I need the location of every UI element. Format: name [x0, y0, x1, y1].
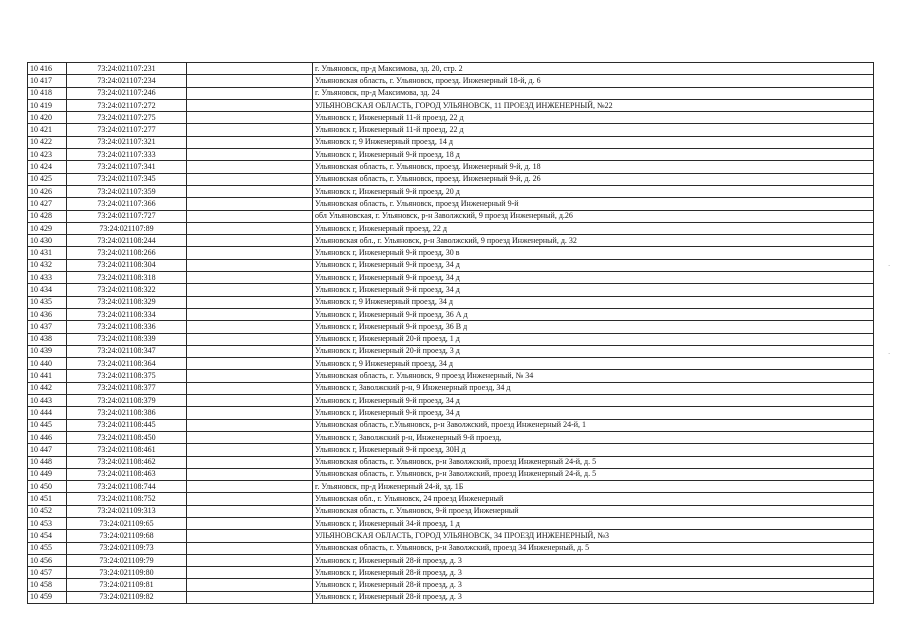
cadastral-number-cell: 73:24:021107:231	[67, 63, 187, 75]
cadastral-number-cell: 73:24:021107:275	[67, 112, 187, 124]
row-number-cell: 10 425	[28, 173, 67, 185]
address-cell: Ульяновск г, 9 Инженерный проезд, 14 д	[313, 136, 874, 148]
empty-cell	[187, 235, 313, 247]
table-row	[28, 530, 874, 542]
address-cell: Ульяновск г, 9 Инженерный проезд, 34 д	[313, 296, 874, 308]
empty-cell	[187, 493, 313, 505]
cadastral-number-cell: 73:24:021107:246	[67, 87, 187, 99]
table-row	[28, 235, 874, 247]
cadastral-number-cell: 73:24:021108:462	[67, 456, 187, 468]
address-cell: Ульяновск г, Инженерный 34-й проезд, 1 д	[313, 517, 874, 529]
address-cell: Ульяновск г, Инженерный 9-й проезд, 30Н д	[313, 444, 874, 456]
table-row	[28, 505, 874, 517]
cadastral-number-cell: 73:24:021108:339	[67, 333, 187, 345]
table-row	[28, 468, 874, 480]
cadastral-number-cell: 73:24:021107:89	[67, 222, 187, 234]
address-cell: Ульяновская обл., г. Ульяновск, 24 проезд Инженерный	[313, 493, 874, 505]
empty-cell	[187, 444, 313, 456]
table-row	[28, 395, 874, 407]
row-number-cell: 10 423	[28, 149, 67, 161]
address-cell: УЛЬЯНОВСКАЯ ОБЛАСТЬ, ГОРОД УЛЬЯНОВСК, 34 ПРОЕЗД ИНЖЕНЕРНЫЙ, №3	[313, 530, 874, 542]
empty-cell	[187, 345, 313, 357]
empty-cell	[187, 75, 313, 87]
empty-cell	[187, 567, 313, 579]
cadastral-number-cell: 73:24:021108:318	[67, 272, 187, 284]
table-row	[28, 63, 874, 75]
table-row	[28, 407, 874, 419]
address-cell: Ульяновск г, Инженерный 9-й проезд, 36 А д	[313, 308, 874, 320]
address-cell: Ульяновская область, г. Ульяновск, 9-й проезд Инженерный	[313, 505, 874, 517]
empty-cell	[187, 308, 313, 320]
row-number-cell: 10 440	[28, 358, 67, 370]
address-cell: Ульяновск г, Инженерный 28-й проезд, д. 3	[313, 567, 874, 579]
row-number-cell: 10 428	[28, 210, 67, 222]
registry-table-body	[28, 63, 874, 604]
address-cell: г. Ульяновск, пр-д Инженерный 24-й, зд. 1Б	[313, 481, 874, 493]
table-row	[28, 333, 874, 345]
table-row	[28, 542, 874, 554]
empty-cell	[187, 161, 313, 173]
empty-cell	[187, 395, 313, 407]
address-cell: г. Ульяновск, пр-д Максимова, зд. 20, стр. 2	[313, 63, 874, 75]
address-cell: Ульяновск г, Инженерный 20-й проезд, 1 д	[313, 333, 874, 345]
row-number-cell: 10 454	[28, 530, 67, 542]
address-cell: Ульяновск г, Инженерный 9-й проезд, 30 в	[313, 247, 874, 259]
empty-cell	[187, 505, 313, 517]
row-number-cell: 10 451	[28, 493, 67, 505]
row-number-cell: 10 442	[28, 382, 67, 394]
cadastral-number-cell: 73:24:021109:65	[67, 517, 187, 529]
table-row	[28, 517, 874, 529]
row-number-cell: 10 432	[28, 259, 67, 271]
cadastral-number-cell: 73:24:021108:334	[67, 308, 187, 320]
cadastral-number-cell: 73:24:021108:744	[67, 481, 187, 493]
address-cell: г. Ульяновск, пр-д Максимова, зд. 24	[313, 87, 874, 99]
table-row	[28, 567, 874, 579]
row-number-cell: 10 452	[28, 505, 67, 517]
cadastral-number-cell: 73:24:021108:379	[67, 395, 187, 407]
row-number-cell: 10 431	[28, 247, 67, 259]
table-row	[28, 444, 874, 456]
row-number-cell: 10 457	[28, 567, 67, 579]
empty-cell	[187, 247, 313, 259]
row-number-cell: 10 430	[28, 235, 67, 247]
row-number-cell: 10 420	[28, 112, 67, 124]
empty-cell	[187, 407, 313, 419]
address-cell: Ульяновская область, г. Ульяновск, р-н Заволжский, проезд Инженерный 24-й, д. 5	[313, 456, 874, 468]
address-cell: обл Ульяновская, г. Ульяновск, р-н Заволжский, 9 проезд Инженерный, д.26	[313, 210, 874, 222]
cadastral-number-cell: 73:24:021108:450	[67, 431, 187, 443]
empty-cell	[187, 456, 313, 468]
address-cell: Ульяновск г, Инженерный 9-й проезд, 20 д	[313, 185, 874, 197]
row-number-cell: 10 437	[28, 321, 67, 333]
address-cell: Ульяновская область, г. Ульяновск, проезд. Инженерный 9-й, д. 18	[313, 161, 874, 173]
row-number-cell: 10 427	[28, 198, 67, 210]
row-number-cell: 10 446	[28, 431, 67, 443]
table-row	[28, 99, 874, 111]
empty-cell	[187, 87, 313, 99]
row-number-cell: 10 439	[28, 345, 67, 357]
cadastral-number-cell: 73:24:021107:727	[67, 210, 187, 222]
table-row	[28, 198, 874, 210]
cadastral-number-cell: 73:24:021108:364	[67, 358, 187, 370]
empty-cell	[187, 554, 313, 566]
row-number-cell: 10 438	[28, 333, 67, 345]
address-cell: Ульяновск г, Заволжский р-н, 9 Инженерный проезд, 34 д	[313, 382, 874, 394]
address-cell: Ульяновская область, г. Ульяновск, 9 проезд Инженерный, № 34	[313, 370, 874, 382]
table-row	[28, 124, 874, 136]
empty-cell	[187, 185, 313, 197]
address-cell: Ульяновская обл., г. Ульяновск, р-н Заволжский, 9 проезд Инженерный, д. 32	[313, 235, 874, 247]
address-cell: Ульяновск г, Инженерный 11-й проезд, 22 д	[313, 112, 874, 124]
cadastral-number-cell: 73:24:021107:345	[67, 173, 187, 185]
row-number-cell: 10 441	[28, 370, 67, 382]
address-cell: Ульяновская область, г. Ульяновск, р-н Заволжский, проезд 34 Инженерный, д. 5	[313, 542, 874, 554]
address-cell: Ульяновск г, Инженерный 9-й проезд, 34 д	[313, 395, 874, 407]
cadastral-number-cell: 73:24:021108:445	[67, 419, 187, 431]
row-number-cell: 10 453	[28, 517, 67, 529]
address-cell: Ульяновская область, г. Ульяновск, р-н Заволжский, проезд Инженерный 24-й, д. 5	[313, 468, 874, 480]
empty-cell	[187, 530, 313, 542]
row-number-cell: 10 436	[28, 308, 67, 320]
cadastral-number-cell: 73:24:021107:366	[67, 198, 187, 210]
table-row	[28, 431, 874, 443]
cadastral-number-cell: 73:24:021108:244	[67, 235, 187, 247]
row-number-cell: 10 417	[28, 75, 67, 87]
row-number-cell: 10 419	[28, 99, 67, 111]
row-number-cell: 10 449	[28, 468, 67, 480]
address-cell: Ульяновск г, Инженерный 9-й проезд, 18 д	[313, 149, 874, 161]
table-row	[28, 222, 874, 234]
empty-cell	[187, 333, 313, 345]
table-row	[28, 481, 874, 493]
row-number-cell: 10 448	[28, 456, 67, 468]
cadastral-number-cell: 73:24:021107:359	[67, 185, 187, 197]
table-row	[28, 370, 874, 382]
address-cell: Ульяновск г, Инженерный 9-й проезд, 36 В д	[313, 321, 874, 333]
address-cell: Ульяновская область, г.Ульяновск, р-н Заволжский, проезд Инженерный 24-й, 1	[313, 419, 874, 431]
cadastral-number-cell: 73:24:021107:341	[67, 161, 187, 173]
empty-cell	[187, 198, 313, 210]
table-row	[28, 173, 874, 185]
row-number-cell: 10 459	[28, 591, 67, 603]
row-number-cell: 10 450	[28, 481, 67, 493]
cadastral-number-cell: 73:24:021108:322	[67, 284, 187, 296]
table-row	[28, 161, 874, 173]
address-cell: Ульяновск г, 9 Инженерный проезд, 34 д	[313, 358, 874, 370]
row-number-cell: 10 447	[28, 444, 67, 456]
table-row	[28, 419, 874, 431]
cadastral-number-cell: 73:24:021107:234	[67, 75, 187, 87]
row-number-cell: 10 443	[28, 395, 67, 407]
row-number-cell: 10 458	[28, 579, 67, 591]
address-cell: Ульяновск г, Инженерный 28-й проезд, д. 3	[313, 554, 874, 566]
address-cell: Ульяновск г, Инженерный 20-й проезд, 3 д	[313, 345, 874, 357]
table-row	[28, 185, 874, 197]
table-row	[28, 591, 874, 603]
cadastral-number-cell: 73:24:021108:377	[67, 382, 187, 394]
empty-cell	[187, 542, 313, 554]
empty-cell	[187, 481, 313, 493]
row-number-cell: 10 416	[28, 63, 67, 75]
cadastral-number-cell: 73:24:021108:347	[67, 345, 187, 357]
scan-margin-mark: ·	[888, 350, 891, 358]
address-cell: Ульяновская область, г. Ульяновск, проезд Инженерный 9-й	[313, 198, 874, 210]
cadastral-number-cell: 73:24:021108:304	[67, 259, 187, 271]
row-number-cell: 10 455	[28, 542, 67, 554]
empty-cell	[187, 272, 313, 284]
row-number-cell: 10 422	[28, 136, 67, 148]
row-number-cell: 10 456	[28, 554, 67, 566]
address-cell: Ульяновск г, Инженерный 9-й проезд, 34 д	[313, 259, 874, 271]
cadastral-number-cell: 73:24:021107:333	[67, 149, 187, 161]
address-cell: Ульяновская область, г. Ульяновск, проезд. Инженерный 18-й, д. 6	[313, 75, 874, 87]
table-row	[28, 358, 874, 370]
address-cell: Ульяновск г, Инженерный 9-й проезд, 34 д	[313, 272, 874, 284]
table-row	[28, 247, 874, 259]
table-row	[28, 210, 874, 222]
empty-cell	[187, 321, 313, 333]
table-row	[28, 112, 874, 124]
empty-cell	[187, 517, 313, 529]
table-row	[28, 272, 874, 284]
empty-cell	[187, 63, 313, 75]
cadastral-number-cell: 73:24:021109:68	[67, 530, 187, 542]
address-cell: Ульяновск г, Инженерный 11-й проезд, 22 д	[313, 124, 874, 136]
table-row	[28, 284, 874, 296]
empty-cell	[187, 259, 313, 271]
empty-cell	[187, 382, 313, 394]
cadastral-number-cell: 73:24:021109:79	[67, 554, 187, 566]
address-cell: Ульяновск г, Инженерный 28-й проезд, д. 3	[313, 579, 874, 591]
cadastral-number-cell: 73:24:021107:272	[67, 99, 187, 111]
empty-cell	[187, 222, 313, 234]
address-cell: Ульяновск г, Инженерный 9-й проезд, 34 д	[313, 284, 874, 296]
empty-cell	[187, 370, 313, 382]
cadastral-number-cell: 73:24:021107:321	[67, 136, 187, 148]
empty-cell	[187, 358, 313, 370]
address-cell: Ульяновск г, Инженерный 9-й проезд, 34 д	[313, 407, 874, 419]
row-number-cell: 10 435	[28, 296, 67, 308]
table-row	[28, 87, 874, 99]
table-row	[28, 456, 874, 468]
empty-cell	[187, 431, 313, 443]
table-row	[28, 75, 874, 87]
table-row	[28, 259, 874, 271]
table-row	[28, 382, 874, 394]
row-number-cell: 10 426	[28, 185, 67, 197]
empty-cell	[187, 284, 313, 296]
cadastral-number-cell: 73:24:021109:81	[67, 579, 187, 591]
scan-margin-mark: ·	[888, 262, 891, 270]
cadastral-number-cell: 73:24:021108:752	[67, 493, 187, 505]
table-row	[28, 136, 874, 148]
empty-cell	[187, 579, 313, 591]
row-number-cell: 10 434	[28, 284, 67, 296]
table-row	[28, 493, 874, 505]
table-row	[28, 296, 874, 308]
row-number-cell: 10 418	[28, 87, 67, 99]
cadastral-number-cell: 73:24:021108:329	[67, 296, 187, 308]
address-cell: Ульяновск г, Заволжский р-н, Инженерный 9-й проезд,	[313, 431, 874, 443]
empty-cell	[187, 112, 313, 124]
cadastral-number-cell: 73:24:021109:82	[67, 591, 187, 603]
cadastral-number-cell: 73:24:021108:463	[67, 468, 187, 480]
table-row	[28, 579, 874, 591]
cadastral-number-cell: 73:24:021108:266	[67, 247, 187, 259]
empty-cell	[187, 124, 313, 136]
cadastral-number-cell: 73:24:021109:73	[67, 542, 187, 554]
cadastral-number-cell: 73:24:021107:277	[67, 124, 187, 136]
empty-cell	[187, 296, 313, 308]
empty-cell	[187, 468, 313, 480]
cadastral-number-cell: 73:24:021108:336	[67, 321, 187, 333]
table-row	[28, 149, 874, 161]
address-cell: Ульяновск г, Инженерный проезд, 22 д	[313, 222, 874, 234]
row-number-cell: 10 429	[28, 222, 67, 234]
empty-cell	[187, 136, 313, 148]
address-cell: Ульяновск г, Инженерный 28-й проезд, д. 3	[313, 591, 874, 603]
table-row	[28, 554, 874, 566]
cadastral-registry-table	[27, 62, 874, 604]
empty-cell	[187, 591, 313, 603]
cadastral-number-cell: 73:24:021108:386	[67, 407, 187, 419]
table-row	[28, 345, 874, 357]
cadastral-number-cell: 73:24:021109:313	[67, 505, 187, 517]
empty-cell	[187, 210, 313, 222]
row-number-cell: 10 445	[28, 419, 67, 431]
cadastral-number-cell: 73:24:021109:80	[67, 567, 187, 579]
empty-cell	[187, 419, 313, 431]
row-number-cell: 10 424	[28, 161, 67, 173]
cadastral-number-cell: 73:24:021108:375	[67, 370, 187, 382]
row-number-cell: 10 444	[28, 407, 67, 419]
empty-cell	[187, 173, 313, 185]
address-cell: Ульяновская область, г. Ульяновск, проезд. Инженерный 9-й, д. 26	[313, 173, 874, 185]
empty-cell	[187, 99, 313, 111]
address-cell: УЛЬЯНОВСКАЯ ОБЛАСТЬ, ГОРОД УЛЬЯНОВСК, 11 ПРОЕЗД ИНЖЕНЕРНЫЙ, №22	[313, 99, 874, 111]
empty-cell	[187, 149, 313, 161]
cadastral-number-cell: 73:24:021108:461	[67, 444, 187, 456]
row-number-cell: 10 433	[28, 272, 67, 284]
row-number-cell: 10 421	[28, 124, 67, 136]
table-row	[28, 321, 874, 333]
table-row	[28, 308, 874, 320]
